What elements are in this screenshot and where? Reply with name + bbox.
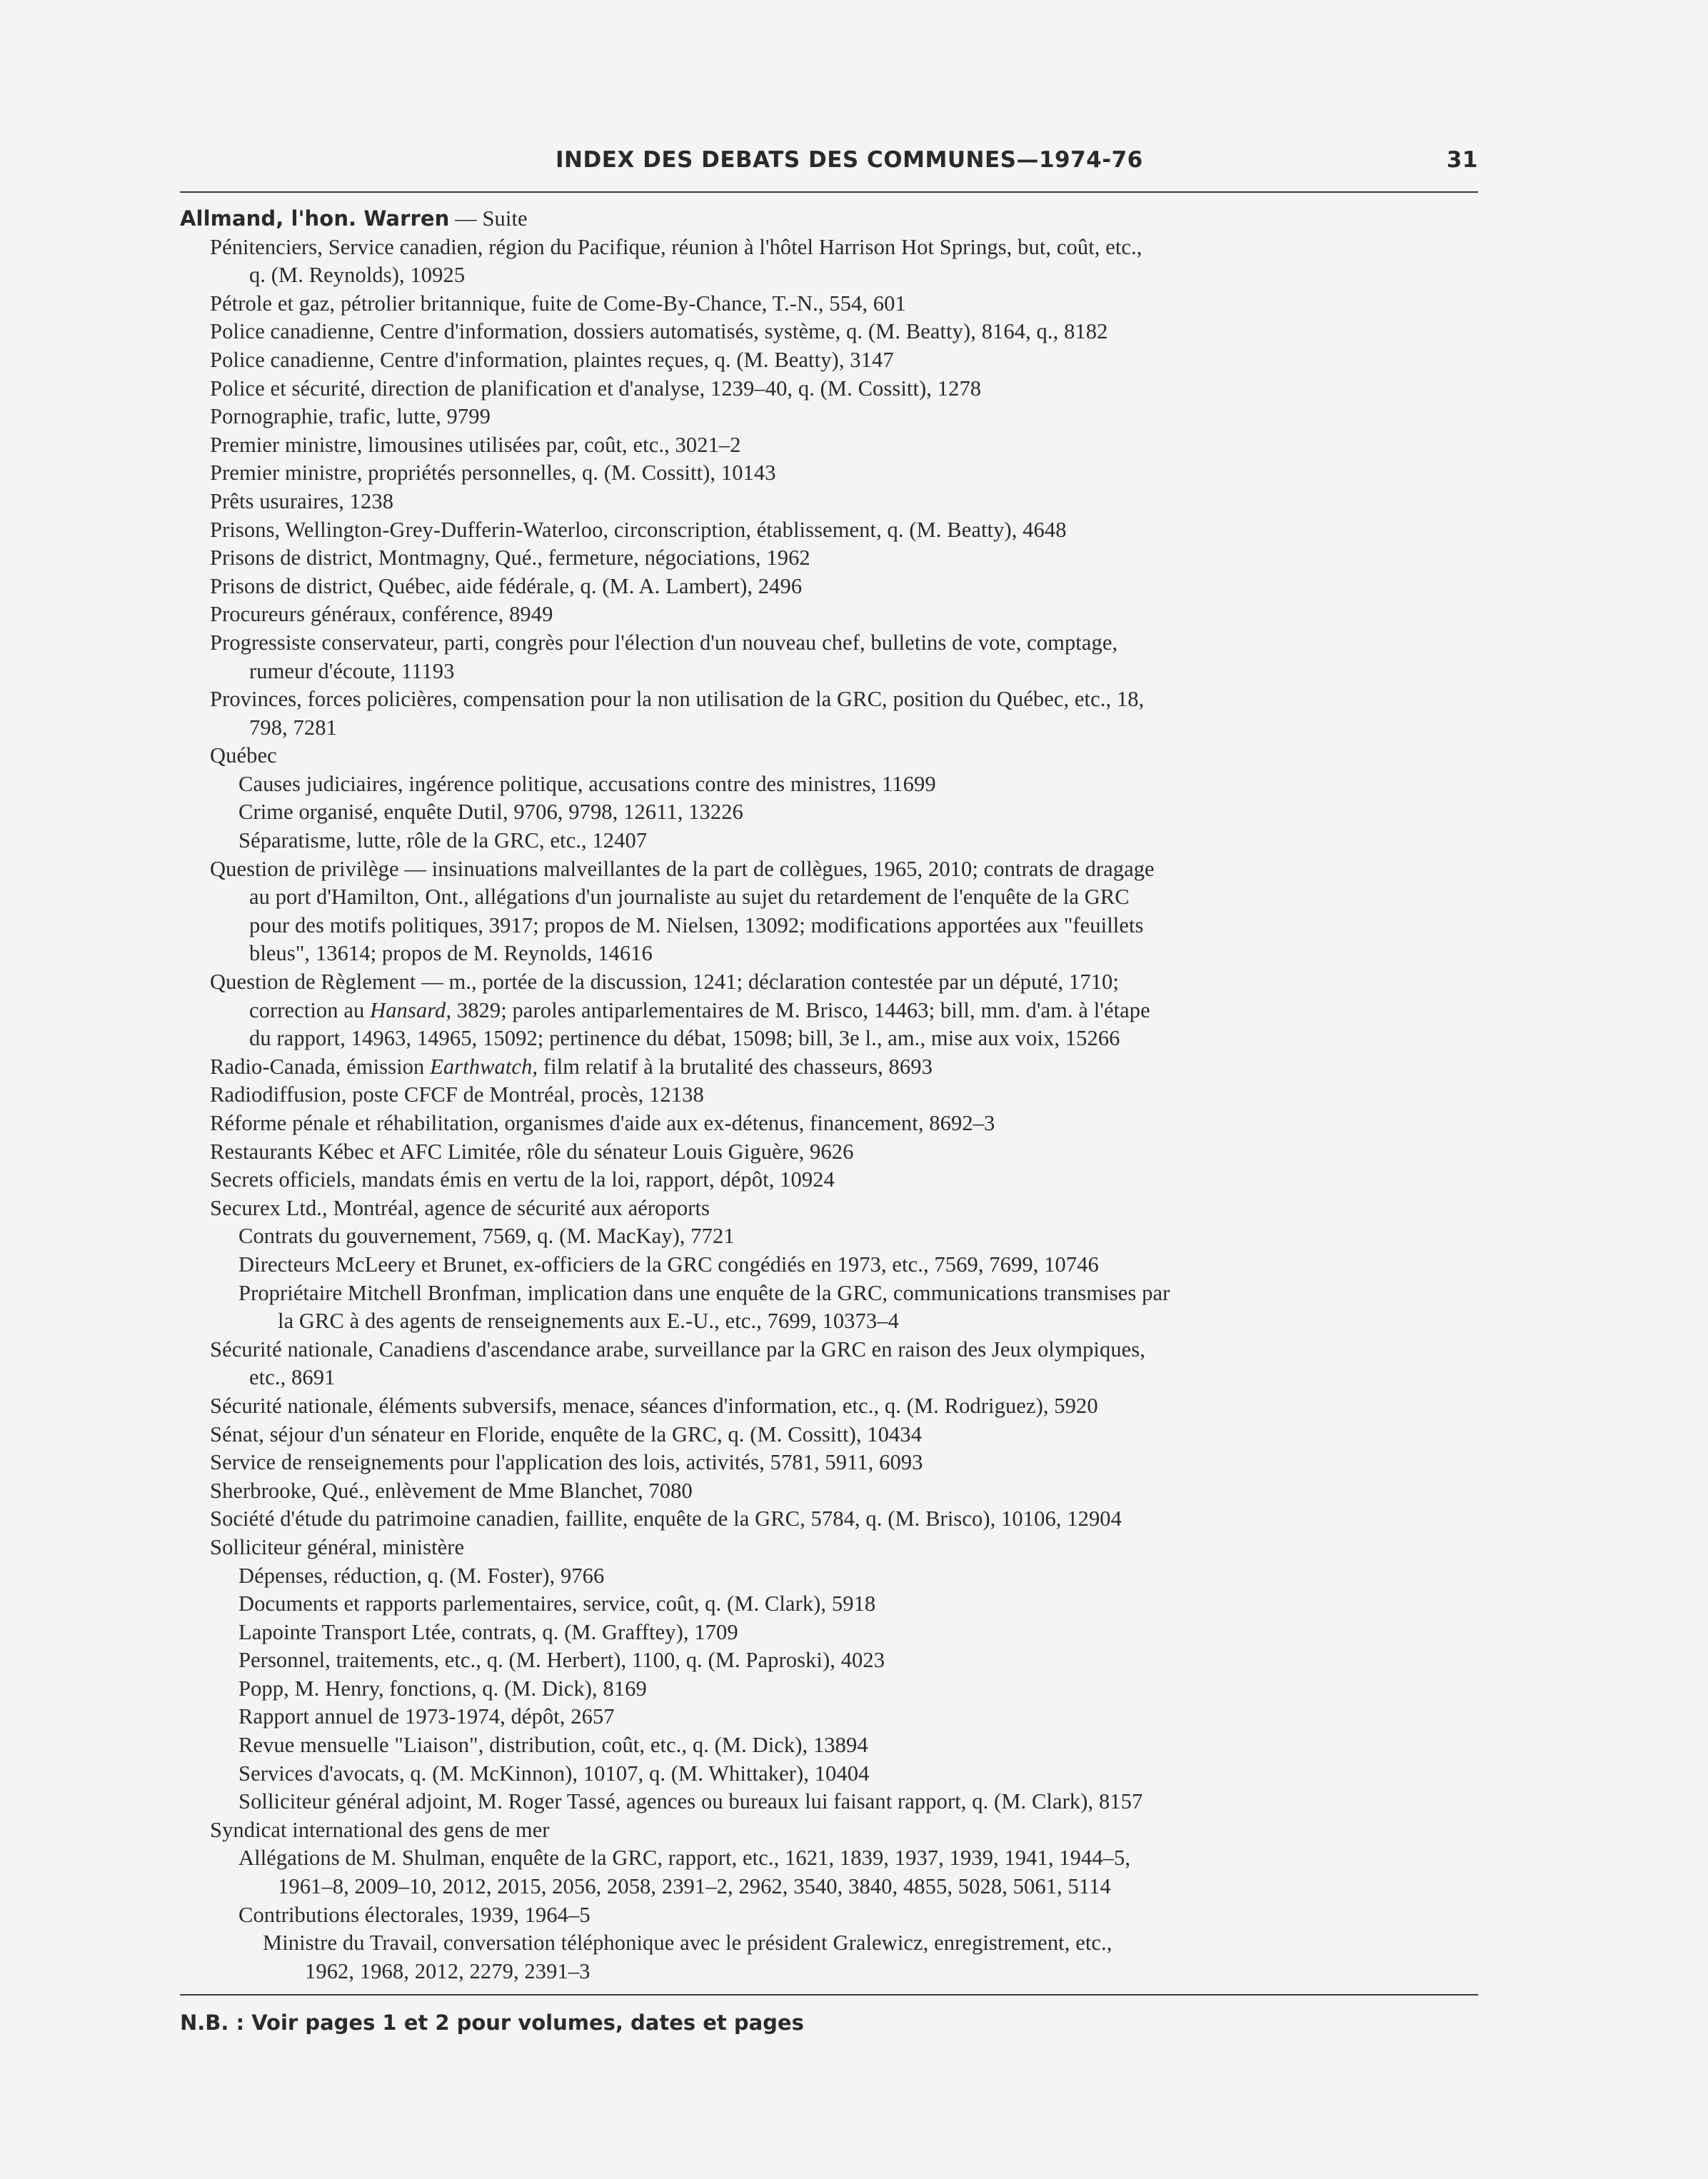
index-line: etc., 8691 bbox=[249, 1365, 336, 1390]
index-line: Crime organisé, enquête Dutil, 9706, 9798, 12611, 13226 bbox=[238, 800, 743, 825]
heading-suffix: — Suite bbox=[449, 206, 528, 231]
index-line: rumeur d'écoute, 11193 bbox=[249, 658, 455, 683]
index-line: Premier ministre, limousines utilisées par, coût, etc., 3021–2 bbox=[210, 432, 741, 457]
index-line: Prisons de district, Montmagny, Qué., fermeture, négociations, 1962 bbox=[210, 545, 810, 570]
index-line: Société d'étude du patrimoine canadien, faillite, enquête de la GRC, 5784, q. (M. Brisco), 10106, 12904 bbox=[210, 1506, 1122, 1531]
page-title: INDEX DES DEBATS DES COMMUNES—1974-76 bbox=[556, 147, 1143, 173]
index-line: Sénat, séjour d'un sénateur en Floride, enquête de la GRC, q. (M. Cossitt), 10434 bbox=[210, 1421, 923, 1446]
index-line: q. (M. Reynolds), 10925 bbox=[249, 263, 466, 288]
index-line: la GRC à des agents de renseignements aux E.-U., etc., 7699, 10373–4 bbox=[278, 1309, 899, 1334]
index-line: Pornographie, trafic, lutte, 9799 bbox=[210, 404, 491, 429]
index-line: Sécurité nationale, Canadiens d'ascendance arabe, surveillance par la GRC en raison des Jeux olympiques, bbox=[210, 1337, 1145, 1362]
italic-title: Hansard, bbox=[370, 997, 452, 1022]
index-line: Syndicat international des gens de mer bbox=[210, 1817, 550, 1842]
index-line: Question de privilège — insinuations malveillantes de la part de collègues, 1965, 2010; contrats de dragage bbox=[210, 856, 1155, 881]
index-line: du rapport, 14963, 14965, 15092; pertinence du débat, 15098; bill, 3e l., am., mise aux voix, 15266 bbox=[249, 1026, 1120, 1051]
index-line: Prisons, Wellington-Grey-Dufferin-Waterloo, circonscription, établissement, q. (M. Beatty), 4648 bbox=[210, 517, 1067, 542]
index-line: Popp, M. Henry, fonctions, q. (M. Dick), 8169 bbox=[238, 1676, 647, 1701]
index-line: 1961–8, 2009–10, 2012, 2015, 2056, 2058, 2391–2, 2962, 3540, 3840, 4855, 5028, 5061, 5114 bbox=[278, 1874, 1111, 1899]
index-line: Services d'avocats, q. (M. McKinnon), 10107, q. (M. Whittaker), 10404 bbox=[238, 1761, 870, 1786]
index-line: Allégations de M. Shulman, enquête de la GRC, rapport, etc., 1621, 1839, 1937, 1939, 1941, 1944–5, bbox=[238, 1846, 1131, 1871]
index-line: Radiodiffusion, poste CFCF de Montréal, procès, 12138 bbox=[210, 1082, 704, 1107]
header-rule bbox=[180, 191, 1478, 193]
line-text: 3829; paroles antiparlementaires de M. Brisco, 14463; bill, mm. d'am. à l'étape bbox=[451, 997, 1150, 1022]
index-line: Progressiste conservateur, parti, congrès pour l'élection d'un nouveau chef, bulletins de vote, comptage, bbox=[210, 630, 1118, 655]
index-line: Propriétaire Mitchell Bronfman, implication dans une enquête de la GRC, communications transmises par bbox=[238, 1280, 1170, 1305]
index-line: Contrats du gouvernement, 7569, q. (M. MacKay), 7721 bbox=[238, 1224, 735, 1249]
index-line: Police canadienne, Centre d'information, dossiers automatisés, système, q. (M. Beatty), 8164, q., 8182 bbox=[210, 319, 1108, 344]
index-line: Sherbrooke, Qué., enlèvement de Mme Blanchet, 7080 bbox=[210, 1478, 693, 1503]
index-line: Lapointe Transport Ltée, contrats, q. (M. Grafftey), 1709 bbox=[238, 1619, 738, 1644]
index-line: Directeurs McLeery et Brunet, ex-officiers de la GRC congédiés en 1973, etc., 7569, 7699, 10746 bbox=[238, 1252, 1099, 1277]
index-line: Solliciteur général adjoint, M. Roger Tassé, agences ou bureaux lui faisant rapport, q. (M. Clark), 8157 bbox=[238, 1789, 1143, 1814]
index-line: Sécurité nationale, éléments subversifs, menace, séances d'information, etc., q. (M. Rodriguez), 5920 bbox=[210, 1393, 1098, 1418]
index-line: pour des motifs politiques, 3917; propos de M. Nielsen, 13092; modifications apportées aux "feuillets bbox=[249, 912, 1144, 937]
footer-rule bbox=[180, 1994, 1478, 1996]
index-line: Procureurs généraux, conférence, 8949 bbox=[210, 602, 553, 627]
index-line: Prêts usuraires, 1238 bbox=[210, 488, 394, 513]
index-line: Réforme pénale et réhabilitation, organismes d'aide aux ex-détenus, financement, 8692–3 bbox=[210, 1111, 995, 1135]
index-line: Restaurants Kébec et AFC Limitée, rôle du sénateur Louis Giguère, 9626 bbox=[210, 1139, 854, 1164]
index-line bbox=[180, 997, 1494, 1025]
index-line: Rapport annuel de 1973-1974, dépôt, 2657 bbox=[238, 1704, 615, 1729]
index-line: au port d'Hamilton, Ont., allégations d'un journaliste au sujet du retardement de l'enquête de la GRC bbox=[249, 885, 1130, 910]
index-line: Service de renseignements pour l'application des lois, activités, 5781, 5911, 6093 bbox=[210, 1450, 923, 1475]
index-line: Police et sécurité, direction de planification et d'analyse, 1239–40, q. (M. Cossitt), 1278 bbox=[210, 376, 982, 401]
index-line: Pénitenciers, Service canadien, région du Pacifique, réunion à l'hôtel Harrison Hot Springs, but, coût, etc., bbox=[210, 234, 1142, 259]
index-line: Personnel, traitements, etc., q. (M. Herbert), 1100, q. (M. Paproski), 4023 bbox=[238, 1648, 885, 1673]
index-line: Solliciteur général, ministère bbox=[210, 1534, 465, 1559]
index-line: Police canadienne, Centre d'information, plaintes reçues, q. (M. Beatty), 3147 bbox=[210, 347, 894, 372]
index-line: 798, 7281 bbox=[249, 715, 337, 740]
index-line: Pétrole et gaz, pétrolier britannique, fuite de Come-By-Chance, T.-N., 554, 601 bbox=[210, 291, 906, 316]
index-line: 1962, 1968, 2012, 2279, 2391–3 bbox=[305, 1958, 591, 1983]
index-line: Revue mensuelle "Liaison", distribution, coût, etc., q. (M. Dick), 13894 bbox=[238, 1733, 868, 1758]
footer-note: N.B. : Voir pages 1 et 2 pour volumes, dates et pages bbox=[180, 2011, 804, 2035]
index-line: Secrets officiels, mandats émis en vertu de la loi, rapport, dépôt, 10924 bbox=[210, 1167, 835, 1192]
index-line bbox=[180, 1053, 1494, 1082]
index-line: Québec bbox=[210, 743, 277, 768]
index-line: Prisons de district, Québec, aide fédérale, q. (M. A. Lambert), 2496 bbox=[210, 573, 803, 598]
index-line: Documents et rapports parlementaires, service, coût, q. (M. Clark), 5918 bbox=[238, 1591, 876, 1616]
page-number: 31 bbox=[1446, 147, 1478, 173]
index-entries bbox=[180, 205, 1494, 1986]
index-line: bleus", 13614; propos de M. Reynolds, 14616 bbox=[249, 941, 653, 966]
index-line: Dépenses, réduction, q. (M. Foster), 9766 bbox=[238, 1563, 605, 1588]
index-line: Question de Règlement — m., portée de la discussion, 1241; déclaration contestée par un député, 1710; bbox=[210, 970, 1119, 995]
index-line: Séparatisme, lutte, rôle de la GRC, etc., 12407 bbox=[238, 828, 648, 853]
index-heading bbox=[180, 205, 1494, 233]
line-text: correction au bbox=[249, 997, 371, 1022]
index-line: Ministre du Travail, conversation téléphonique avec le président Gralewicz, enregistrement, etc., bbox=[263, 1931, 1112, 1956]
italic-title: Earthwatch, bbox=[430, 1054, 538, 1079]
index-line: Provinces, forces policières, compensation pour la non utilisation de la GRC, position du Québec, etc., 18, bbox=[210, 687, 1145, 712]
heading-name: Allmand, l'hon. Warren bbox=[180, 206, 450, 231]
index-line: Premier ministre, propriétés personnelles, q. (M. Cossitt), 10143 bbox=[210, 461, 776, 485]
index-line: Contributions électorales, 1939, 1964–5 bbox=[238, 1902, 591, 1927]
index-line: Causes judiciaires, ingérence politique, accusations contre des ministres, 11699 bbox=[238, 771, 936, 796]
line-text: film relatif à la brutalité des chasseurs, 8693 bbox=[538, 1054, 933, 1079]
line-text: Radio-Canada, émission bbox=[210, 1054, 431, 1079]
index-line: Securex Ltd., Montréal, agence de sécurité aux aéroports bbox=[210, 1195, 710, 1220]
